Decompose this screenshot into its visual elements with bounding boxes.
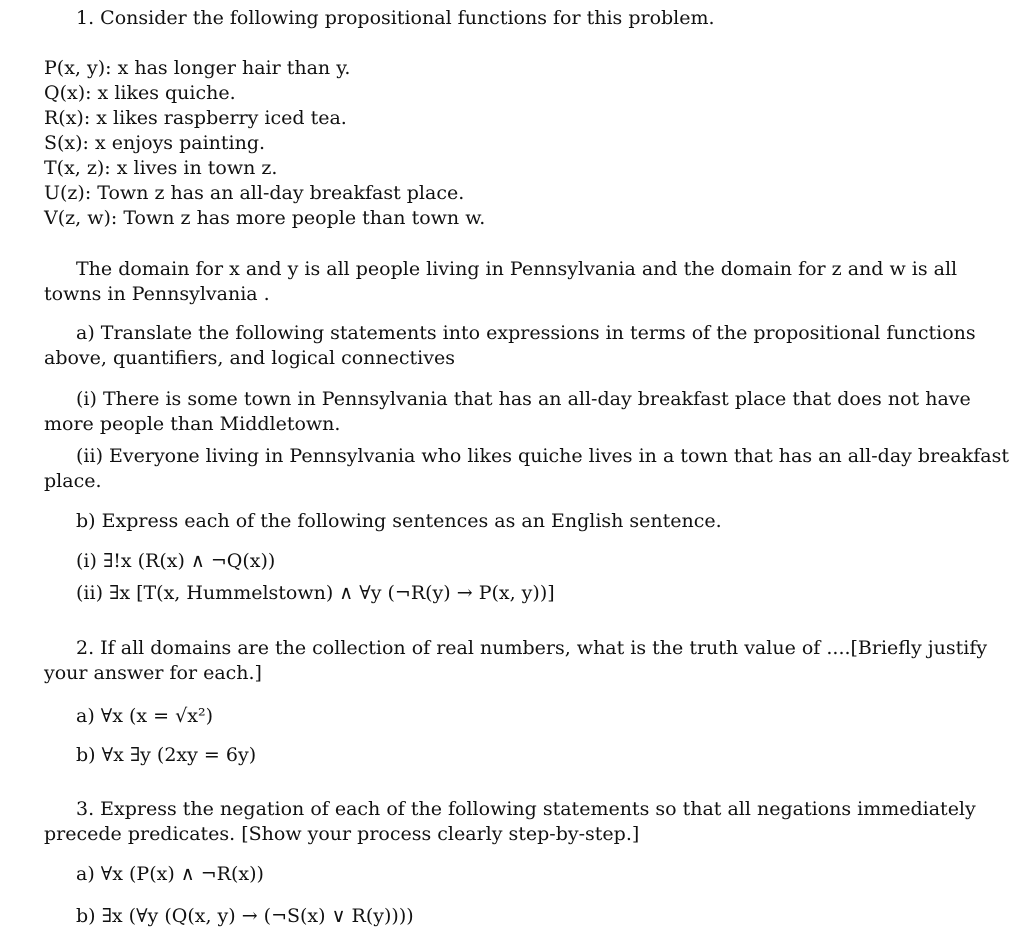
problem-2-line-2: your answer for each.] [44, 662, 262, 684]
part-b-heading: b) Express each of the following sentences as an English sentence. [76, 510, 722, 532]
part-a-ii-line-1: (ii) Everyone living in Pennsylvania who likes quiche lives in a town that has an all-day breakfast [76, 445, 1009, 467]
problem-2-b: b) ∀x ∃y (2xy = 6y) [76, 744, 257, 766]
part-a-i-line-2: more people than Middletown. [44, 413, 341, 435]
function-r: R(x): x likes raspberry iced tea. [44, 107, 347, 129]
part-b-i: (i) ∃!x (R(x) ∧ ¬Q(x)) [76, 550, 276, 572]
function-p: P(x, y): x has longer hair than y. [44, 57, 351, 79]
part-b-ii: (ii) ∃x [T(x, Hummelstown) ∧ ∀y (¬R(y) → P(x, y))] [76, 582, 555, 604]
function-q: Q(x): x likes quiche. [44, 82, 236, 104]
problem-2-a: a) ∀x (x = √x²) [76, 705, 213, 727]
problem-1-heading: 1. Consider the following propositional functions for this problem. [76, 7, 715, 29]
part-a-i-line-1: (i) There is some town in Pennsylvania that has an all-day breakfast place that does not have [76, 388, 971, 410]
domain-line-1: The domain for x and y is all people living in Pennsylvania and the domain for z and w is all [76, 258, 958, 280]
problem-2-line-1: 2. If all domains are the collection of real numbers, what is the truth value of ....[Briefly justify [76, 637, 988, 659]
problem-3-line-2: precede predicates. [Show your process clearly step-by-step.] [44, 823, 640, 845]
problem-3-b: b) ∃x (∀y (Q(x, y) → (¬S(x) ∨ R(y)))) [76, 905, 414, 927]
function-s: S(x): x enjoys painting. [44, 132, 266, 154]
function-u: U(z): Town z has an all-day breakfast place. [44, 182, 465, 204]
part-a-line-1: a) Translate the following statements into expressions in terms of the propositional functions [76, 322, 976, 344]
domain-line-2: towns in Pennsylvania . [44, 283, 270, 305]
part-a-line-2: above, quantifiers, and logical connectives [44, 347, 455, 369]
part-a-ii-line-2: place. [44, 470, 102, 492]
function-v: V(z, w): Town z has more people than town w. [44, 207, 486, 229]
problem-3-a: a) ∀x (P(x) ∧ ¬R(x)) [76, 863, 264, 885]
function-t: T(x, z): x lives in town z. [44, 157, 278, 179]
problem-3-line-1: 3. Express the negation of each of the following statements so that all negations immediately [76, 798, 976, 820]
